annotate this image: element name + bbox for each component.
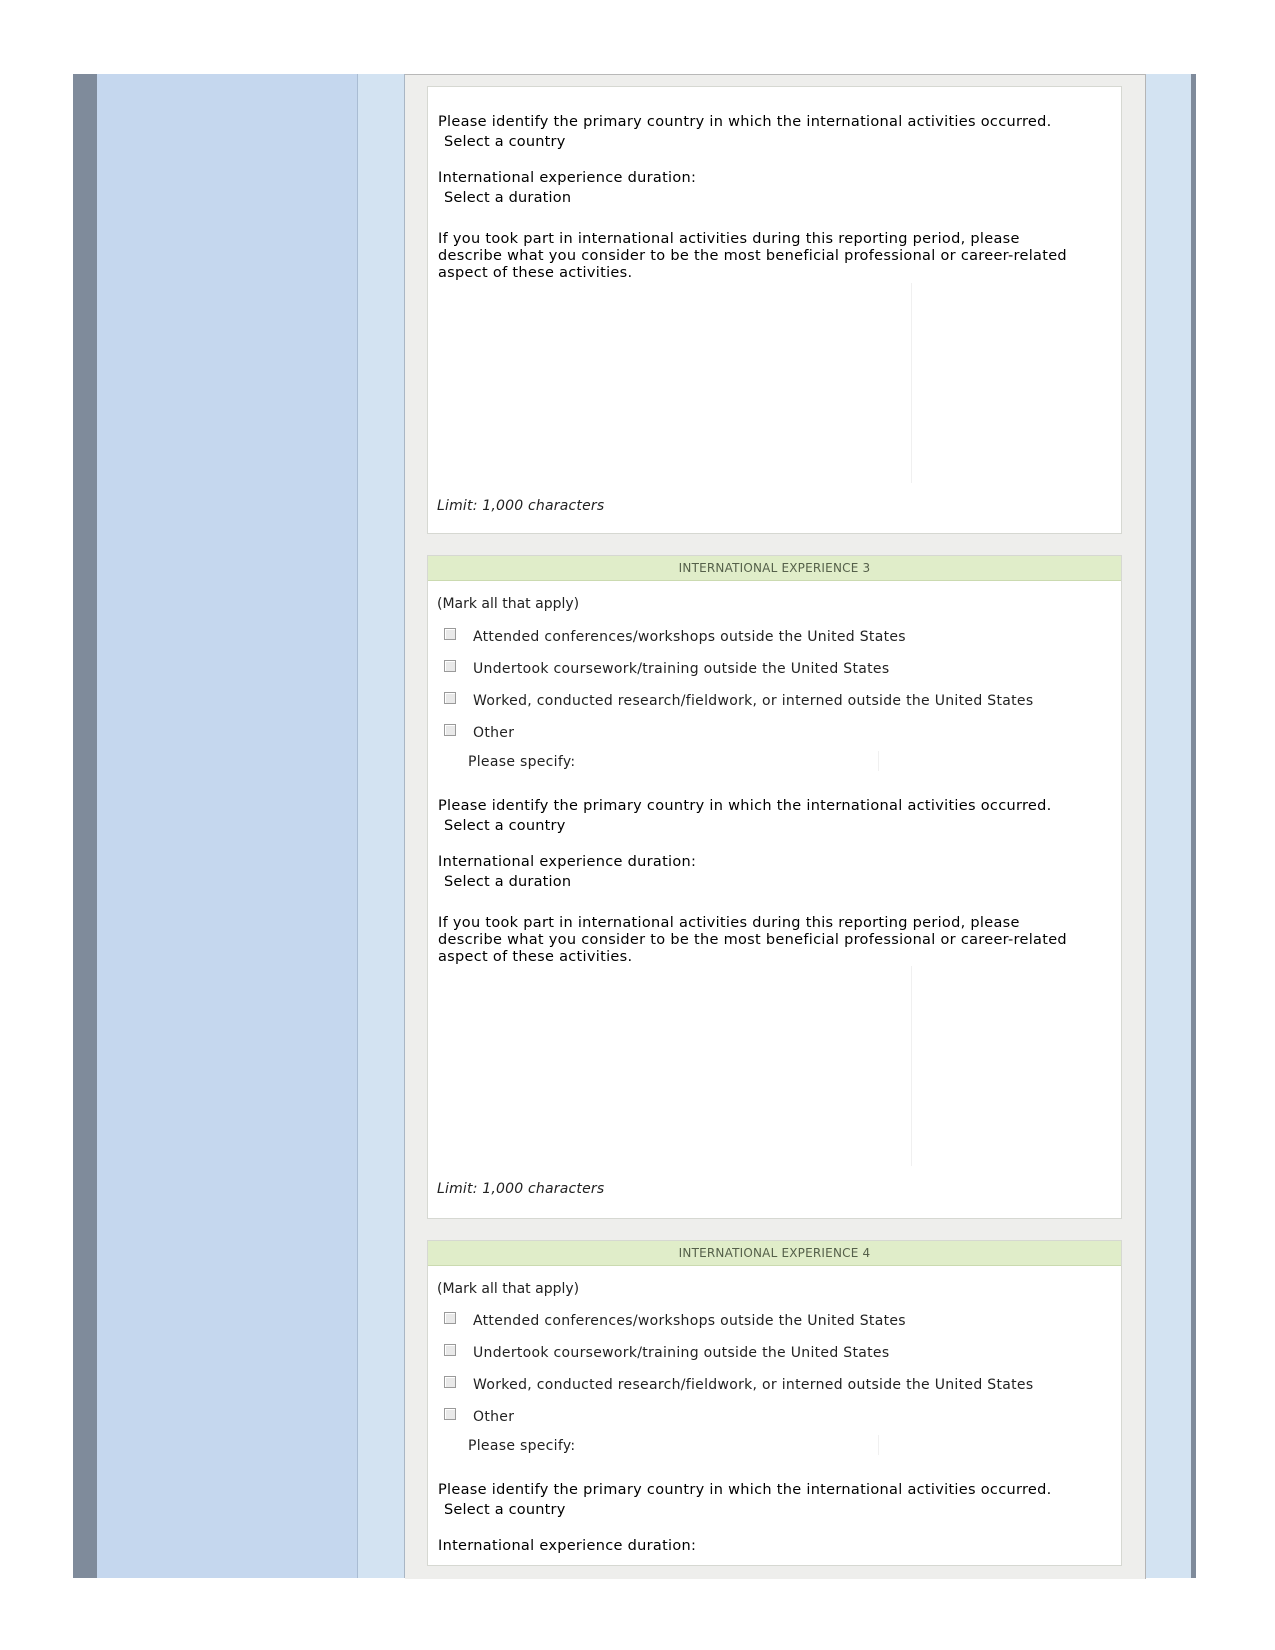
option-label: Other <box>473 725 515 741</box>
country-question: Please identify the primary country in which the international activities occurred. <box>438 798 1052 814</box>
checkbox[interactable] <box>444 1344 456 1356</box>
beneficial-textarea[interactable] <box>438 283 908 483</box>
beneficial-question: If you took part in international activities during this reporting period, please describe what you consider to be the most beneficial professional or career-related aspect of these activities. <box>438 915 1067 965</box>
country-question: Please identify the primary country in which the international activities occurred. <box>438 1482 1052 1498</box>
panel-header: INTERNATIONAL EXPERIENCE 4 <box>428 1241 1121 1266</box>
country-select[interactable]: Select a country <box>444 1502 566 1518</box>
option-label: Attended conferences/workshops outside the United States <box>473 1313 906 1329</box>
mark-all-instruction: (Mark all that apply) <box>437 596 580 612</box>
option-label: Other <box>473 1409 515 1425</box>
option-conferences[interactable] <box>442 629 906 645</box>
checkbox[interactable] <box>444 1408 456 1420</box>
option-other[interactable] <box>442 725 514 741</box>
please-specify-label: Please specify: <box>468 754 576 770</box>
option-label: Undertook coursework/training outside the United States <box>473 661 890 677</box>
left-border-bar <box>73 74 97 1578</box>
international-experience-4-panel <box>427 1240 1122 1566</box>
international-experience-3-panel <box>427 555 1122 1219</box>
duration-question: International experience duration: <box>438 854 697 870</box>
option-other[interactable] <box>442 1409 514 1425</box>
country-select[interactable]: Select a country <box>444 134 566 150</box>
mark-all-instruction: (Mark all that apply) <box>437 1281 580 1297</box>
beneficial-question: If you took part in international activities during this reporting period, please describe what you consider to be the most beneficial professional or career-related aspect of these activities. <box>438 231 1067 281</box>
checkbox[interactable] <box>444 692 456 704</box>
option-conferences[interactable] <box>442 1313 906 1329</box>
option-research[interactable] <box>442 1377 1033 1393</box>
checkbox[interactable] <box>444 1376 456 1388</box>
panel-header: INTERNATIONAL EXPERIENCE 3 <box>428 556 1121 581</box>
textarea-edge <box>911 283 912 483</box>
beneficial-textarea[interactable] <box>438 966 908 1166</box>
country-question: Please identify the primary country in which the international activities occurred. <box>438 114 1052 130</box>
other-specify-input[interactable] <box>578 1435 868 1455</box>
input-edge <box>878 1435 879 1455</box>
option-label: Worked, conducted research/fieldwork, or interned outside the United States <box>473 693 1034 709</box>
input-edge <box>878 751 879 771</box>
please-specify-label: Please specify: <box>468 1438 576 1454</box>
duration-select[interactable]: Select a duration <box>444 874 572 890</box>
international-experience-2-panel <box>427 86 1122 534</box>
option-label: Undertook coursework/training outside the United States <box>473 1345 890 1361</box>
duration-select[interactable]: Select a duration <box>444 190 572 206</box>
right-border-bar <box>1191 74 1196 1578</box>
character-limit: Limit: 1,000 characters <box>437 498 605 514</box>
other-specify-input[interactable] <box>578 751 868 771</box>
checkbox[interactable] <box>444 724 456 736</box>
checkbox[interactable] <box>444 660 456 672</box>
duration-question: International experience duration: <box>438 1538 697 1554</box>
left-gutter <box>358 74 405 1578</box>
country-select[interactable]: Select a country <box>444 818 566 834</box>
option-research[interactable] <box>442 693 1033 709</box>
option-coursework[interactable] <box>442 1345 889 1361</box>
character-limit: Limit: 1,000 characters <box>437 1181 605 1197</box>
duration-question: International experience duration: <box>438 170 697 186</box>
option-label: Attended conferences/workshops outside the United States <box>473 629 906 645</box>
checkbox[interactable] <box>444 628 456 640</box>
option-coursework[interactable] <box>442 661 889 677</box>
checkbox[interactable] <box>444 1312 456 1324</box>
right-gutter <box>1146 74 1191 1578</box>
option-label: Worked, conducted research/fieldwork, or interned outside the United States <box>473 1377 1034 1393</box>
sidebar <box>97 74 358 1578</box>
textarea-edge <box>911 966 912 1166</box>
